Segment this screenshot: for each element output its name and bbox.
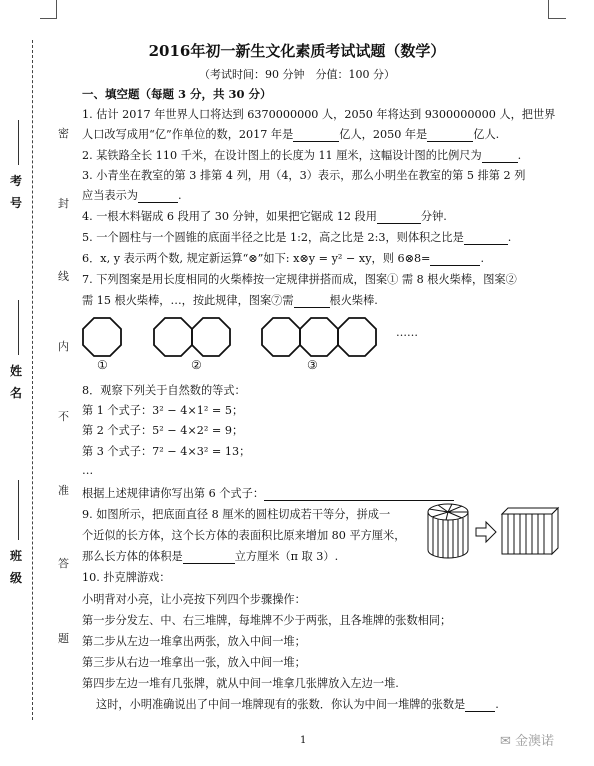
answer-blank[interactable] (465, 711, 495, 712)
question-10-step-1: 第一步分发左、中、右三堆牌，每堆牌不少于两张，且各堆牌的张数相同； (82, 614, 452, 627)
question-9-line-3 (82, 548, 338, 564)
question-4 (82, 208, 447, 224)
answer-blank[interactable] (464, 244, 508, 245)
question-2 (82, 147, 521, 163)
question-6 (82, 250, 484, 266)
question-9-text-a: 那么长方体的体积是 (82, 550, 183, 563)
answer-blank[interactable] (482, 162, 518, 163)
figure-ellipsis: …… (396, 326, 418, 339)
question-8-formula-2: 第 2 个式子：5² − 4×2² = 9； (82, 424, 244, 437)
question-8-dots: … (82, 464, 94, 477)
page-number: 1 (300, 735, 307, 746)
question-2-end: . (517, 149, 522, 162)
seal-char: 题 (58, 632, 69, 645)
question-9-line-2: 个近似的长方体，这个长方体的表面积比原来增加 80 平方厘米， (82, 529, 406, 542)
question-9-text-b: 立方厘米（π 取 3）. (234, 550, 339, 563)
question-5-text: 5. 一个圆柱与一个圆锥的底面半径之比是 1:2，高之比是 2:3，则体积之比是 (82, 231, 464, 244)
figure-3-octagon-1 (262, 318, 300, 356)
question-7-text-b: 根火柴棒. (329, 294, 378, 307)
answer-blank[interactable] (293, 141, 339, 142)
question-4-end: 分钟. (420, 210, 447, 223)
question-1-text-b: 亿人，2050 年是 (339, 128, 428, 141)
watermark-text: 金澳诺 (515, 734, 555, 749)
question-5 (82, 229, 511, 245)
answer-blank[interactable] (138, 202, 178, 203)
question-10-step-3: 第三步从右边一堆拿出一张，放入中间一堆； (82, 656, 306, 669)
seal-char: 不 (58, 410, 69, 423)
question-3-text: 应当表示为 (82, 189, 138, 202)
name-blank[interactable] (18, 300, 19, 355)
figure-2-label: ② (191, 358, 202, 372)
corner-mark (40, 18, 57, 19)
question-7-text-a: 需 15 根火柴棒，…，按此规律，图案⑦需 (82, 294, 294, 307)
figure-3-octagon-3 (338, 318, 376, 356)
answer-blank[interactable] (430, 265, 480, 266)
question-10-final (96, 696, 499, 712)
corner-mark (56, 0, 57, 18)
question-3-line-1: 3. 小青坐在教室的第 3 排第 4 列，用（4，3）表示，那么小明坐在教室的第 5 排第 2 列 (82, 169, 526, 182)
seal-char: 封 (58, 197, 69, 210)
exam-subtitle: （考试时间：90 分钟 分值：100 分） (199, 68, 395, 81)
exam-title: 2016年初一新生文化素质考试试题（数学） (148, 42, 446, 60)
question-3-line-2 (82, 187, 182, 203)
question-1-line-2 (82, 126, 499, 142)
cylinder-to-cuboid-figure (424, 500, 574, 562)
question-8-formula-1: 第 1 个式子：3² − 4×1² = 5； (82, 404, 244, 417)
question-3-end: . (177, 189, 182, 202)
question-1-text-c: 亿人. (473, 128, 500, 141)
exam-number-blank[interactable] (18, 120, 19, 165)
figure-1-octagon (83, 318, 121, 356)
answer-blank[interactable] (377, 223, 421, 224)
answer-blank[interactable] (427, 141, 473, 142)
seal-char: 内 (58, 340, 69, 353)
question-8-formula-3: 第 3 个式子：7² − 4×3² = 13； (82, 445, 251, 458)
figure-1-label: ① (97, 358, 108, 372)
figure-2-octagon-1 (154, 318, 192, 356)
question-6-end: . (480, 252, 484, 265)
question-2-text: 2. 某铁路全长 110 千米，在设计图上的长度为 11 厘米，这幅设计图的比例尺为 (82, 149, 482, 162)
wechat-icon: ✉ (500, 734, 516, 749)
question-10-step-2: 第二步从左边一堆拿出两张，放入中间一堆； (82, 635, 306, 648)
name-label: 姓名 (10, 364, 23, 400)
question-10-intro: 10. 扑克牌游戏： (82, 571, 171, 584)
question-8-intro: 8．观察下列关于自然数的等式： (82, 384, 246, 397)
answer-blank[interactable] (183, 563, 235, 564)
matchstick-octagon-figures (80, 312, 420, 374)
question-10-step-4: 第四步左边一堆有几张牌，就从中间一堆拿几张牌放入左边一堆. (82, 677, 399, 690)
question-5-end: . (507, 231, 512, 244)
question-10-step-0: 小明背对小亮，让小亮按下列四个步骤操作： (82, 593, 306, 606)
question-10-end: . (495, 698, 499, 711)
question-6-text: 6．x, y 表示两个数, 规定新运算“⊗”如下: x⊗y = y² − xy，则 6⊗8= (82, 252, 431, 265)
seal-char: 密 (58, 127, 69, 140)
seal-dashed-line (32, 40, 33, 720)
exam-number-label: 考号 (10, 174, 23, 210)
figure-3-label: ③ (307, 358, 318, 372)
figure-2-octagon-2 (192, 318, 230, 356)
seal-char: 答 (58, 557, 69, 570)
class-label: 班级 (10, 549, 23, 585)
corner-mark (548, 0, 549, 18)
question-9-line-1: 9. 如图所示，把底面直径 8 厘米的圆柱切成若干等分，拼成一 (82, 508, 391, 521)
class-blank[interactable] (18, 480, 19, 540)
section-heading: 一、填空题（每题 3 分，共 30 分） (82, 87, 272, 101)
figure-3-octagon-2 (300, 318, 338, 356)
question-8-ask (82, 485, 454, 501)
question-10-final-text: 这时，小明准确说出了中间一堆牌现有的张数．你认为中间一堆牌的张数是 (96, 698, 466, 711)
answer-blank[interactable] (294, 307, 330, 308)
question-4-text: 4. 一根木料锯成 6 段用了 30 分钟，如果把它锯成 12 段用 (82, 210, 377, 223)
question-8-ask-text: 根据上述规律请你写出第 6 个式子： (82, 487, 265, 500)
question-7-line-1: 7. 下列图案是用长度相同的火柴棒按一定规律拼搭而成，图案① 需 8 根火柴棒，图案② (82, 273, 517, 286)
question-1-text-a: 人口改写成用“亿”作单位的数，2017 年是 (82, 128, 294, 141)
question-7-line-2 (82, 292, 378, 308)
watermark (500, 730, 554, 749)
question-1-line-1: 1. 估计 2017 年世界人口将达到 6370000000 人，2050 年将达到 9300000000 人，把世界 (82, 108, 556, 121)
seal-char: 线 (58, 270, 69, 283)
corner-mark (548, 18, 566, 19)
seal-char: 准 (58, 484, 69, 497)
